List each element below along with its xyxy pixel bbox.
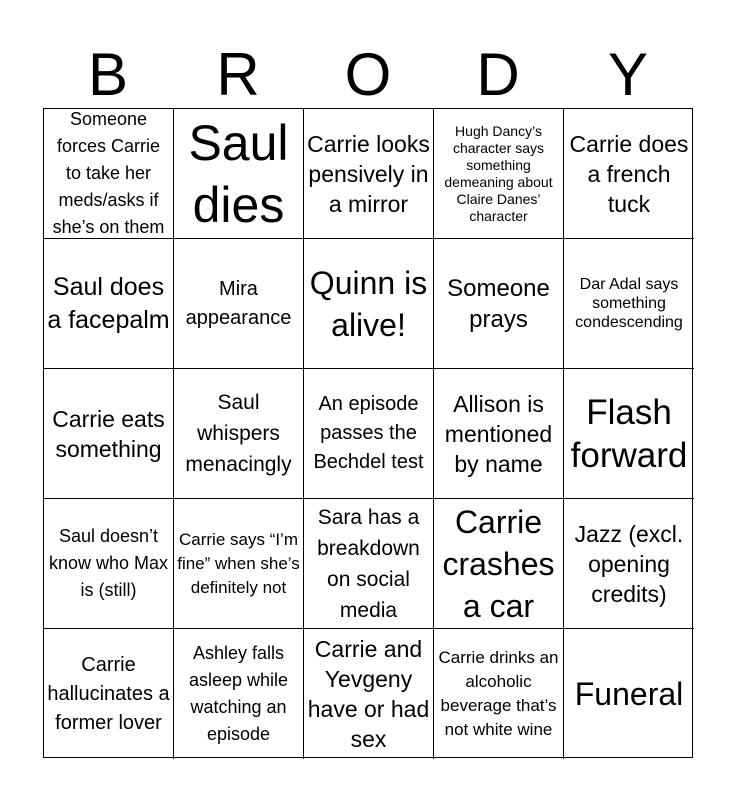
- bingo-cell[interactable]: [44, 239, 174, 369]
- bingo-cell[interactable]: [434, 499, 564, 629]
- bingo-cell[interactable]: [564, 239, 694, 369]
- cell-text: Carrie looks pensively in a mirror: [307, 130, 430, 217]
- header-letter-d: D: [476, 41, 520, 108]
- bingo-cell[interactable]: [304, 369, 434, 499]
- cell-text: Carrie says “I’m fine” when she’s definitely not: [177, 529, 300, 597]
- header-letter-y: Y: [607, 41, 649, 108]
- cell-text: Quinn is alive!: [309, 264, 428, 343]
- bingo-cell[interactable]: [434, 239, 564, 369]
- header-letter-r: R: [216, 41, 260, 108]
- bingo-cell[interactable]: [434, 369, 564, 499]
- cell-text: Carrie eats something: [52, 405, 165, 462]
- cell-text: Saul dies: [188, 114, 289, 233]
- cell-text: Saul doesn’t know who Max is (still): [48, 526, 169, 600]
- cell-text: An episode passes the Bechdel test: [313, 393, 424, 473]
- bingo-header: [43, 42, 693, 108]
- bingo-cell[interactable]: [564, 369, 694, 499]
- header-letter-o: O: [344, 41, 392, 108]
- bingo-board: [43, 108, 693, 758]
- cell-text: Allison is mentioned by name: [444, 390, 553, 477]
- cell-text: Carrie drinks an alcoholic beverage that’s not white wine: [438, 648, 559, 739]
- cell-text: Mira appearance: [185, 277, 292, 329]
- bingo-cell[interactable]: [304, 629, 434, 759]
- cell-text: Carrie hallucinates a former lover: [47, 653, 170, 734]
- bingo-cell[interactable]: [174, 109, 304, 239]
- bingo-cell[interactable]: [304, 109, 434, 239]
- cell-text: Saul whispers menacingly: [185, 391, 292, 476]
- cell-text: Someone forces Carrie to take her meds/asks if she’s on them: [52, 109, 165, 237]
- bingo-cell[interactable]: [434, 629, 564, 759]
- bingo-cell[interactable]: [174, 369, 304, 499]
- cell-text: Saul does a facepalm: [47, 272, 170, 334]
- cell-text: Sara has a breakdown on social media: [317, 505, 420, 622]
- cell-text: Dar Adal says something condescending: [575, 276, 683, 331]
- cell-text: Carrie does a french tuck: [569, 130, 689, 217]
- bingo-cell[interactable]: [564, 499, 694, 629]
- bingo-cell[interactable]: [44, 369, 174, 499]
- cell-text: Someone prays: [447, 274, 550, 333]
- cell-text: Jazz (excl. opening credits): [574, 520, 684, 607]
- bingo-cell[interactable]: [44, 629, 174, 759]
- cell-text: Carrie crashes a car: [442, 503, 555, 624]
- cell-text: Hugh Dancy’s character says something demeaning about Claire Danes’ character: [444, 122, 553, 224]
- header-letter-b: B: [87, 41, 129, 108]
- bingo-cell[interactable]: [174, 629, 304, 759]
- bingo-cell[interactable]: [564, 109, 694, 239]
- cell-text: Ashley falls asleep while watching an episode: [188, 643, 289, 744]
- cell-text: Flash forward: [570, 392, 688, 475]
- bingo-cell[interactable]: [44, 109, 174, 239]
- bingo-cell[interactable]: [434, 109, 564, 239]
- cell-text: Carrie and Yevgeny have or had sex: [307, 636, 430, 752]
- bingo-cell[interactable]: [564, 629, 694, 759]
- bingo-cell[interactable]: [304, 239, 434, 369]
- cell-text: Funeral: [574, 676, 684, 712]
- bingo-cell[interactable]: [44, 499, 174, 629]
- bingo-cell[interactable]: [174, 239, 304, 369]
- bingo-cell[interactable]: [174, 499, 304, 629]
- bingo-cell[interactable]: [304, 499, 434, 629]
